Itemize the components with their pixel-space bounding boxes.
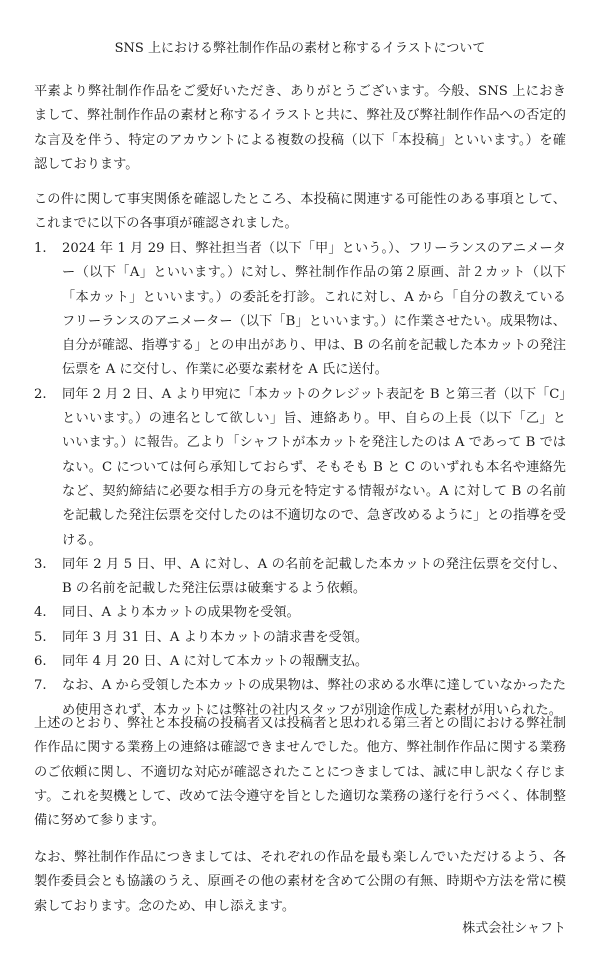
list-item	[34, 626, 566, 650]
list-item	[34, 383, 566, 553]
item-number: 3.	[34, 556, 47, 572]
item-text: 同年 3 月 31 日、A より本カットの請求書を受領。	[62, 629, 369, 645]
item-text: 同年 2 月 2 日、A より甲宛に「本カットのクレジット表記を B と第三者（以下「C」といいます。）の連名として欲しい」旨、連絡あり。甲、自らの上長（以下「乙」といいます。）に報告。乙より「シャフトが本カットを発注したのは A であって B ではない。C については何ら承知しておらず、そもそも B と C のいずれも本名や連絡先など、契約締結に必要な相手方の身元を特定する情報がない。A に対して B の名前を記載した発注伝票を交付したのは不適切なので、急ぎ改めるように」との指導を受ける。	[62, 386, 566, 548]
company-signature: 株式会社シャフト	[462, 921, 566, 936]
document-title: SNS 上における弊社制作作品の素材と称するイラストについて	[114, 41, 486, 56]
facts-list	[34, 237, 566, 723]
item-text: なお、A から受領した本カットの成果物は、弊社の求める水準に達していなかったため使用されず、本カットには弊社の社内スタッフが別途作成した素材が用いられた。	[62, 678, 566, 718]
item-number: 6.	[34, 654, 47, 670]
facts-intro-paragraph: この件に関して事実関係を確認したところ、本投稿に関連する可能性のある事項として、これまでに以下の各事項が確認されました。	[34, 192, 566, 232]
list-item	[34, 601, 566, 625]
intro-paragraph: 平素より弊社制作作品をご愛好いただき、ありがとうございます。今般、SNS 上におきまして、弊社制作作品の素材と称するイラストと共に、弊社及び弊社制作作品への否定的な言及を伴う、特定のアカウントによる複数の投稿（以下「本投稿」といいます。）を確認しております。	[34, 84, 566, 172]
item-number: 5.	[34, 629, 47, 645]
note-paragraph: なお、弊社制作作品につきましては、それぞれの作品を最も楽しんでいただけるよう、各製作委員会とも協議のうえ、原画その他の素材を含めて公開の有無、時期や方法を常に模索しております。念のため、申し添えます。	[34, 850, 566, 914]
item-number: 7.	[34, 678, 47, 694]
conclusion-paragraph: 上述のとおり、弊社と本投稿の投稿者又は投稿者と思われる第三者との間における弊社制作作品に関する業務上の連絡は確認できませんでした。他方、弊社制作作品に関する業務のご依頼に関し、不適切な対応が確認されたことにつきましては、誠に申し訳なく存じます。これを契機として、改めて法令遵守を旨とした適切な業務の遂行を行うべく、体制整備に努めて参ります。	[34, 716, 566, 829]
list-item	[34, 553, 566, 602]
list-item	[34, 237, 566, 383]
item-text: 同年 2 月 5 日、甲、A に対し、A の名前を記載した本カットの発注伝票を交付し、B の名前を記載した発注伝票は破棄するよう依頼。	[62, 556, 566, 597]
item-text: 同日、A より本カットの成果物を受領。	[62, 605, 300, 621]
item-text: 2024 年 1 月 29 日、弊社担当者（以下「甲」という。）、フリーランスのアニメーター（以下「A」といいます。）に対し、弊社制作作品の第２原画、計２カット（以下「本カット」といいます。）の委託を打診。これに対し、A から「自分の教えているフリーランスのアニメーター（以下「B」といいます。）に作業させたい。成果物は、自分が確認、指導する」との申出があり、甲は、B の名前を記載した本カットの発注伝票を A に交付し、作業に必要な素材を A 氏に送付。	[62, 241, 566, 378]
item-number: 1.	[34, 241, 47, 256]
list-item	[34, 650, 566, 674]
item-text: 同年 4 月 20 日、A に対して本カットの報酬支払。	[62, 654, 369, 670]
item-number: 4.	[34, 605, 47, 621]
item-number: 2.	[34, 386, 47, 402]
